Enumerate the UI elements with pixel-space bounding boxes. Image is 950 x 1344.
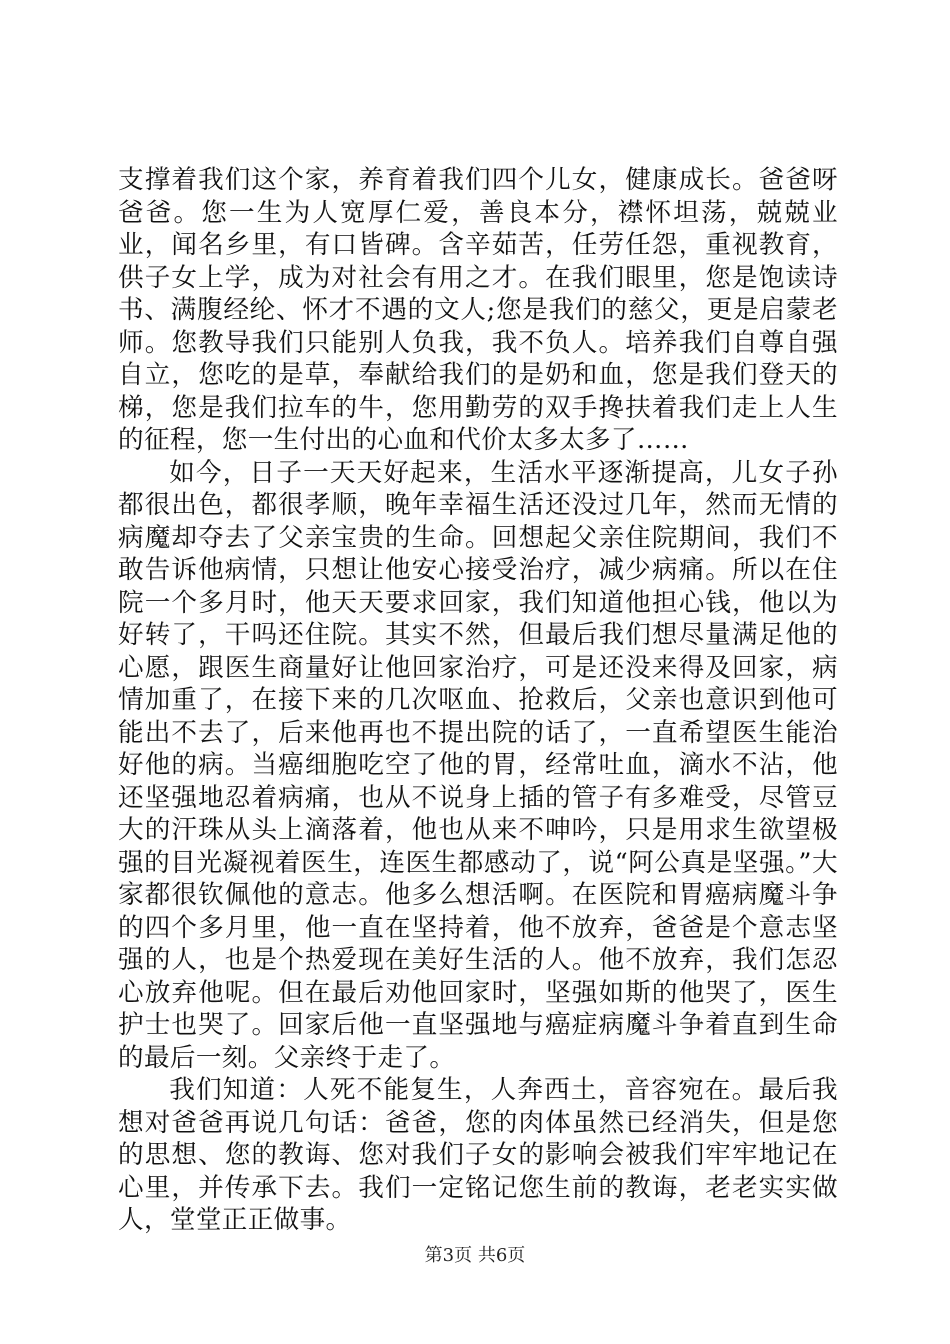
page-number-footer: 第3页 共6页 <box>424 1245 526 1266</box>
paragraph-3: 我们知道：人死不能复生，人奔西土，音容宛在。最后我想对爸爸再说几句话：爸爸，您的肉体虽然已经消失，但是您的思想、您的教诲、您对我们子女的影响会被我们牢牢地记在心里，并传承下去。我们一定铭记您生前的教诲，老老实实做人，堂堂正正做事。 <box>118 1075 838 1235</box>
paragraph-1: 支撑着我们这个家，养育着我们四个儿女，健康成长。爸爸呀爸爸。您一生为人宽厚仁爱，善良本分，襟怀坦荡，兢兢业业，闻名乡里，有口皆碑。含辛茹苦，任劳任怨，重视教育，供子女上学，成为对社会有用之才。在我们眼里，您是饱读诗书、满腹经纶、怀才不遇的文人;您是我们的慈父，更是启蒙老师。您教导我们只能别人负我，我不负人。培养我们自尊自强自立，您吃的是草，奉献给我们的是奶和血，您是我们登天的梯，您是我们拉车的牛，您用勤劳的双手搀扶着我们走上人生的征程，您一生付出的心血和代价太多太多了…… <box>118 165 838 455</box>
document-body <box>118 164 838 1237</box>
paragraph-2: 如今，日子一天天好起来，生活水平逐渐提高，儿女子孙都很出色，都很孝顺，晚年幸福生活还没过几年，然而无情的病魔却夺去了父亲宝贵的生命。回想起父亲住院期间，我们不敢告诉他病情，只想让他安心接受治疗，减少病痛。所以在住院一个多月时，他天天要求回家，我们知道他担心钱，他以为好转了，干吗还住院。其实不然，但最后我们想尽量满足他的心愿，跟医生商量好让他回家治疗，可是还没来得及回家，病情加重了，在接下来的几次呕血、抢救后，父亲也意识到他可能出不去了，后来他再也不提出院的话了，一直希望医生能治好他的病。当癌细胞吃空了他的胃，经常吐血，滴水不沾，他还坚强地忍着病痛，也从不说身上插的管子有多难受，尽管豆大的汗珠从头上滴落着，他也从来不呻吟，只是用求生欲望极强的目光凝视着医生，连医生都感动了，说“阿公真是坚强。”大家都很钦佩他的意志。他多么想活啊。在医院和胃癌病魔斗争的四个多月里，他一直在坚持着，他不放弃，爸爸是个意志坚强的人，也是个热爱现在美好生活的人。他不放弃，我们怎忍心放弃他呢。但在最后劝他回家时，坚强如斯的他哭了，医生护士也哭了。回家后他一直坚强地与癌症病魔斗争着直到生命的最后一刻。父亲终于走了。 <box>118 457 838 1073</box>
